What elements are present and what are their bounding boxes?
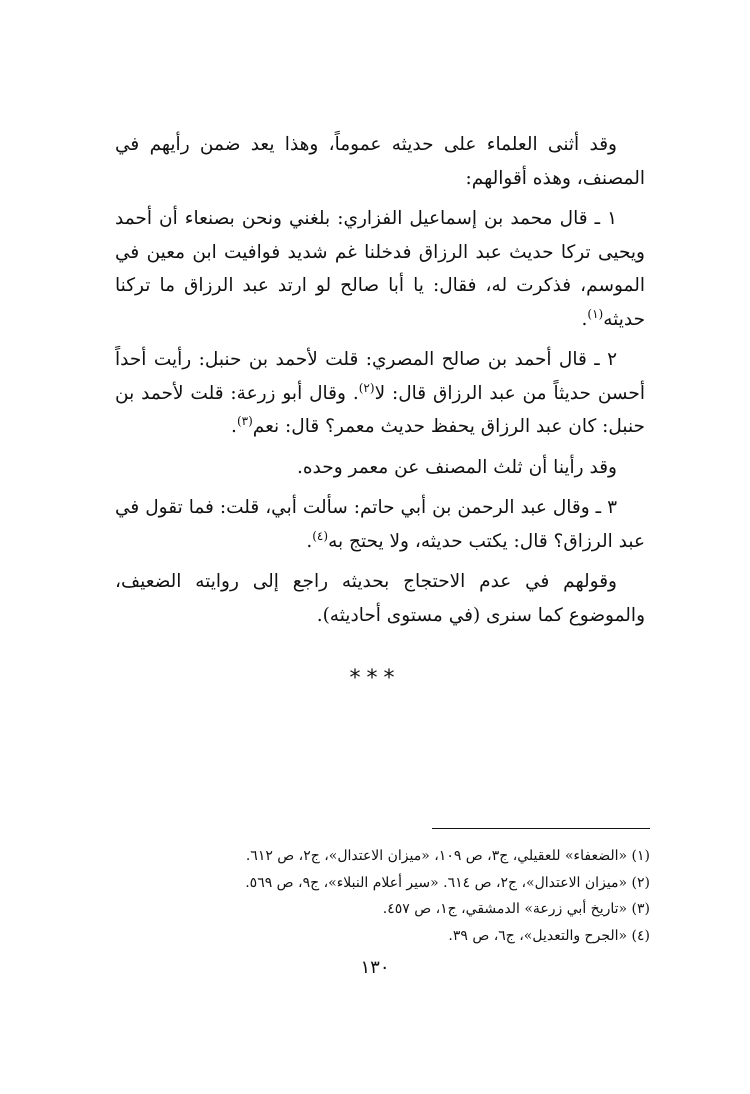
quote-paragraph-1 [115, 202, 645, 336]
quote-2-end: . [231, 416, 237, 437]
footnote-2: (٢) «ميزان الاعتدال»، ج٢، ص ٦١٤. «سير أعلام النبلاء»، ج٩، ص ٥٦٩. [245, 874, 650, 891]
intro-paragraph: وقد أثنى العلماء على حديثه عموماً، وهذا يعد ضمن رأيهم في المصنف، وهذه أقوالهم: [115, 134, 645, 189]
main-text [115, 128, 645, 639]
footnote-1: (١) «الضعفاء» للعقيلي، ج٣، ص ١٠٩، «ميزان الاعتدال»، ج٢، ص ٦١٢. [245, 848, 650, 864]
quote-2-text-b: . وقال أبو زرعة: قلت لأحمد بن حنبل: كان عبد الرزاق يحفظ حديث معمر؟ قال: نعم [115, 382, 645, 437]
footnote-divider [432, 828, 650, 829]
footnote-ref-1: (١) [587, 306, 604, 321]
quote-2-text-a: ٢ ـ قال أحمد بن صالح المصري: قلت لأحمد بن حنبل: رأيت أحداً أحسن حديثاً من عبد الرزاق قال: لا [115, 349, 646, 404]
footnote-ref-2: (٢) [358, 380, 375, 395]
page-number: ١٣٠ [360, 957, 390, 978]
footnotes [150, 843, 650, 949]
footnote-4: (٤) «الجرح والتعديل»، ج٦، ص ٣٩. [448, 927, 650, 944]
quote-3-text: ٣ ـ وقال عبد الرحمن بن أبي حاتم: سألت أبي، قلت: فما تقول في عبد الرزاق؟ قال: يكتب حديثه، ولا يحتج به [115, 497, 645, 552]
quote-1-text: ١ ـ قال محمد بن إسماعيل الفزاري: بلغني ونحن بصنعاء أن أحمد ويحيى تركا حديث عبد الرزاق فدخلنا غم شديد فوافيت ابن معين في الموسم، فذكرت له، فقال: يا أبا صالح لو ارتد عبد الرزاق ما تركنا حديثه [115, 208, 645, 330]
quote-paragraph-3 [115, 491, 645, 558]
quote-paragraph-2 [115, 343, 645, 444]
quote-1-end: . [581, 308, 588, 330]
section-separator: *** [349, 666, 401, 691]
footnote-3: (٣) «تاريخ أبي زرعة» الدمشقي، ج١، ص ٤٥٧. [382, 901, 650, 917]
quote-3-end: . [306, 530, 313, 552]
footnote-ref-4: (٤) [312, 528, 329, 543]
closing-paragraph: وقولهم في عدم الاحتجاج بحديثه راجع إلى روايته الضعيف، والموضوع كما سنرى (في مستوى أحاديثه). [115, 571, 645, 626]
footnote-ref-3: (٣) [236, 413, 253, 428]
note-paragraph: وقد رأينا أن ثلث المصنف عن معمر وحده. [296, 456, 617, 478]
